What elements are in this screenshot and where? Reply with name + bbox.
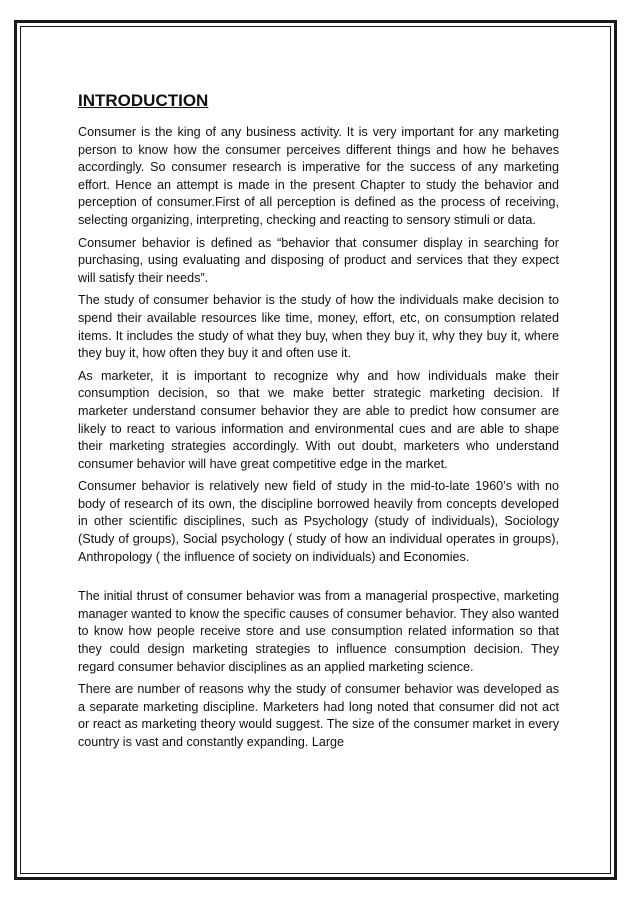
section-heading: INTRODUCTION — [78, 91, 209, 110]
paragraph-study: The study of consumer behavior is the study of how the individuals make decision to spend their available resources like time, money, effort, etc, on consumption related items. It includes the study of what they buy, when they buy it, why they buy it, where they buy it, how often they buy it and often use it. — [78, 293, 559, 361]
paragraph-initial-thrust: The initial thrust of consumer behavior was from a managerial prospective, marketing manager wanted to know the specific causes of consumer behavior. They also wanted to know how people receive store and use consumption related information so that they could design marketing strategies to influence consumption decision. They regard consumer behavior disciplines as an applied marketing science. — [78, 589, 559, 674]
paragraph-reasons: There are number of reasons why the study of consumer behavior was developed as a separate marketing discipline. Marketers had long noted that consumer did not act or react as marketing theory would suggest. The size of the consumer market in every country is vast and constantly expanding. Large — [78, 682, 559, 749]
paragraph-marketer: As marketer, it is important to recognize why and how individuals make their consumption decision, so that we make better strategic marketing decision. If marketer understand consumer behavior they are able to predict how consumer are likely to react to various information and environmental cues and are able to shape their marketing strategies accordingly. With out doubt, marketers who understand consumer behavior will have great competitive edge in the market. — [78, 368, 559, 471]
document-body — [78, 90, 559, 862]
paragraph-history: Consumer behavior is relatively new field of study in the mid-to-late 1960’s with no body of research of its own, the discipline borrowed heavily from concepts developed in other scientific disciplines, such as Psychology (study of individuals), Sociology (Study of groups), Social psychology ( study of how an individual operates in groups), Anthropology ( the influence of society on individuals) and Economies. — [78, 479, 559, 564]
paragraph-intro: Consumer is the king of any business activity. It is very important for any marketing person to know how the consumer perceives different things and how he behaves accordingly. So consumer research is imperative for the success of any marketing effort. Hence an attempt is made in the present Chapter to study the behavior and perception of consumer.First of all perception is defined as the process of receiving, selecting organizing, interpreting, checking and reacting to sensory stimuli or data. — [78, 125, 559, 227]
paragraph-definition: Consumer behavior is defined as “behavior that consumer display in searching for purchasing, using evaluating and disposing of product and services that they expect will satisfy their needs”. — [78, 235, 559, 285]
